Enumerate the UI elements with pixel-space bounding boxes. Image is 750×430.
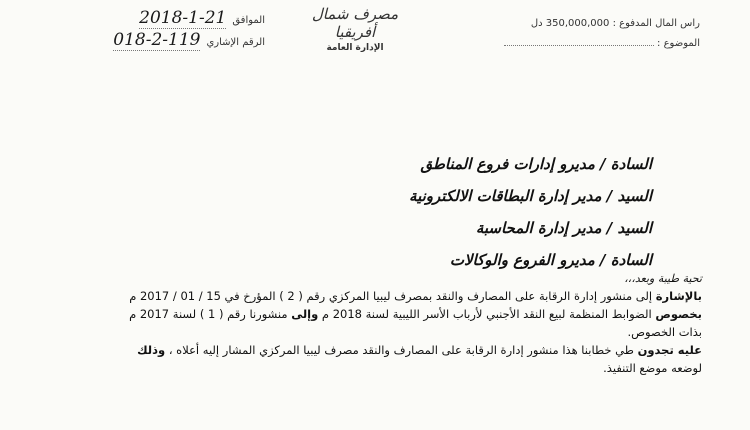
- paragraph-1: [35, 287, 702, 305]
- p1-text: إلى منشور إدارة الرقابة على المصارف والنقد بمصرف ليبيا المركزي رقم ( 2 ) المؤرخ في 15 / 01 / 2017 م: [129, 289, 653, 303]
- p4-text: طي خطابنا هذا منشور إدارة الرقابة على المصارف والنقد مصرف ليبيا المركزي المشار إليه أعلاه ،: [168, 343, 634, 357]
- capital-value: 350,000,000 دل: [530, 18, 610, 29]
- bank-name: مصرف شمال أفريقيا: [311, 5, 399, 41]
- reference-label: الرقم الإشاري: [206, 37, 265, 48]
- p5-text: لوضعه موضع التنفيذ.: [603, 361, 702, 375]
- addressee-line: السادة / مديرو الفروع والوكالات: [449, 251, 652, 269]
- paragraph-4: [35, 341, 702, 359]
- subject-label: الموضوع :: [657, 38, 700, 49]
- letter-body: [35, 272, 702, 377]
- p4-and: وذلك: [137, 343, 166, 357]
- paragraph-3: [35, 323, 702, 341]
- p2-lead: بخصوص: [655, 307, 702, 321]
- p3-text: بذات الخصوص.: [627, 325, 702, 339]
- capital-info: [370, 18, 700, 29]
- p2-tail: منشورنا رقم ( 1 ) لسنة 2017 م: [129, 307, 288, 321]
- subject-line: [504, 45, 654, 46]
- p2-text: الضوابط المنظمة لبيع النقد الأجنبي لأرباب الأسر الليبية لسنة 2018 م: [321, 307, 652, 321]
- paragraph-2: [35, 305, 702, 323]
- date-label: الموافق: [232, 15, 265, 26]
- p1-lead: بالإشارة: [655, 289, 702, 303]
- reference-row: [35, 30, 265, 52]
- reference-value: 018-2-119: [113, 30, 201, 50]
- bank-logo: [300, 5, 410, 53]
- p2-and: وإلى: [291, 307, 319, 321]
- addressee-line: السادة / مديرو إدارات فروع المناطق: [420, 155, 652, 173]
- addressee-line: السيد / مدير إدارة المحاسبة: [475, 219, 652, 237]
- date-row: [35, 8, 265, 30]
- capital-label: راس المال المدفوع :: [612, 18, 700, 29]
- p4-lead: عليه تجدون: [637, 343, 702, 357]
- date-value: 2018-1-21: [139, 8, 227, 28]
- greeting: تحية طيبة وبعد،،،: [624, 272, 702, 285]
- date-reference-block: [35, 8, 265, 52]
- department-name: الإدارة العامة: [326, 43, 384, 53]
- addressees-list: [409, 148, 652, 276]
- addressee-line: السيد / مدير إدارة البطاقات الالكترونية: [409, 187, 652, 205]
- subject-field: [460, 38, 700, 49]
- paragraph-5: [35, 359, 702, 377]
